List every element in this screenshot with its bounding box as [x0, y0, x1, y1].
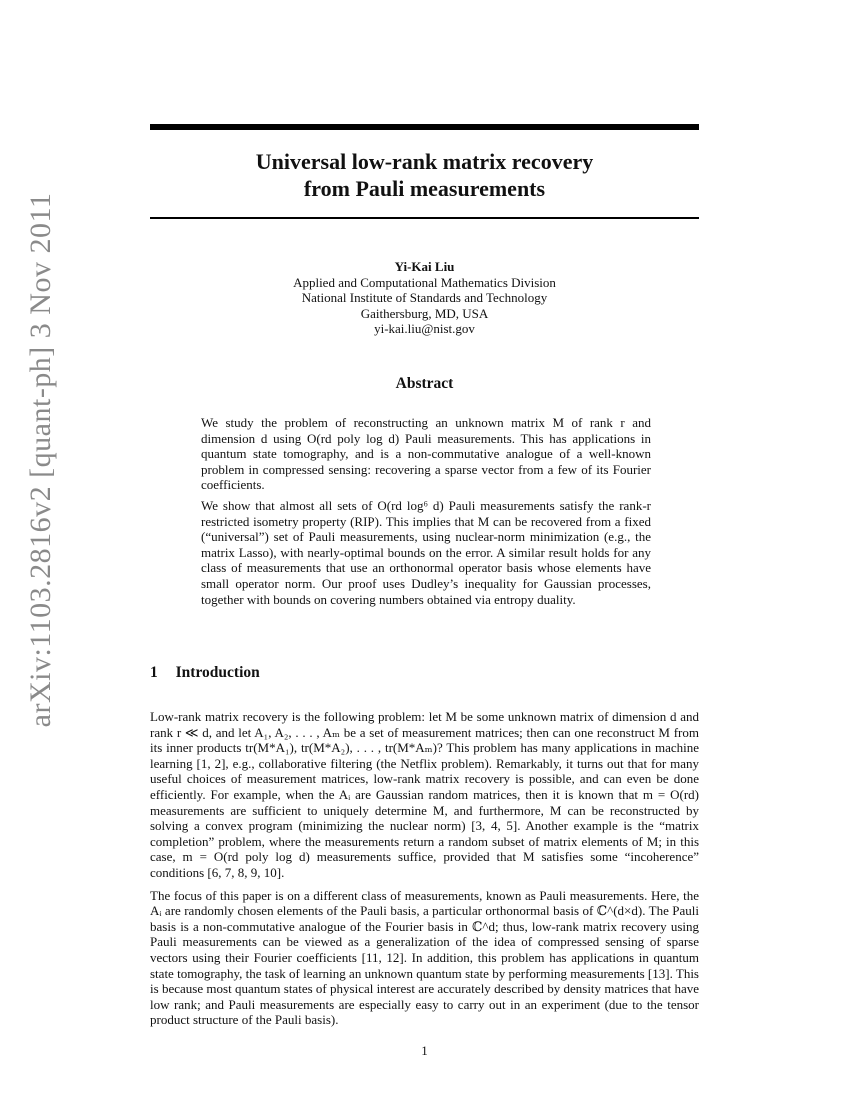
- affiliation-institute: National Institute of Standards and Technology: [301, 290, 548, 306]
- abstract-paragraph: We study the problem of reconstructing an unknown matrix M of rank r and dimension d using O(rd poly log d) Pauli measurements. This has applications in quantum state tomography, and is a non-commutative analogue of a well-known problem in compressed sensing: recovering a sparse vector from a few of its Fourier coefficients.: [201, 415, 651, 493]
- affiliation-location: Gaithersburg, MD, USA: [360, 305, 489, 321]
- section-heading-introduction: [150, 664, 260, 682]
- author-email: yi-kai.liu@nist.gov: [374, 321, 475, 337]
- abstract-heading: Abstract: [395, 375, 454, 392]
- section-number: 1: [150, 664, 158, 681]
- author-name: Yi-Kai Liu: [394, 259, 455, 274]
- title-line-2: from Pauli measurements: [303, 176, 546, 201]
- title-bottom-rule: [150, 217, 699, 219]
- introduction-body: [150, 709, 699, 1035]
- title-top-rule: [150, 124, 699, 130]
- title-line-1: Universal low-rank matrix recovery: [255, 149, 594, 174]
- body-paragraph: Low-rank matrix recovery is the following problem: let M be some unknown matrix of dimension d and rank r ≪ d, and let A₁, A₂, . . . , Aₘ be a set of measurement matrices; then can one reconstruct M from its inner products tr(M*A₁), tr(M*A₂), . . . , tr(M*Aₘ)? This problem has many applications in machine learning [1, 2], e.g., collaborative filtering (the Netflix problem). Remarkably, it turns out that for many useful choices of measurement matrices, low-rank matrix recovery is possible, and can even be done efficiently. For example, when the Aᵢ are Gaussian random matrices, then it is known that m = O(rd) measurements are sufficient to uniquely determine M, and furthermore, M can be reconstructed by solving a convex program (minimizing the nuclear norm) [3, 4, 5]. Another example is the “matrix completion” problem, where the measurements return a random subset of matrix elements of M; in this case, m = O(rd poly log d) measurements suffice, provided that M satisfies some “incoherence” conditions [6, 7, 8, 9, 10].: [150, 709, 699, 880]
- affiliation-division: Applied and Computational Mathematics Division: [293, 274, 556, 290]
- body-paragraph: The focus of this paper is on a different class of measurements, known as Pauli measurements. Here, the Aᵢ are randomly chosen elements of the Pauli basis, a particular orthonormal basis of ℂ^(d×d). The Pauli basis is a non-commutative analogue of the Fourier basis in ℂ^d; thus, low-rank matrix recovery using Pauli measurements can be viewed as a generalization of the idea of compressed sensing of sparse vectors using their Fourier coefficients [11, 12]. In addition, this problem has applications in quantum state tomography, the task of learning an unknown quantum state by performing measurements [13]. This is because most quantum states of physical interest are accurately described by density matrices that have low rank; and Pauli measurements are especially easy to carry out in an experiment (due to the tensor product structure of the Pauli basis).: [150, 887, 699, 1028]
- author-block: [150, 259, 699, 337]
- abstract-body: [201, 415, 651, 612]
- abstract-paragraph: We show that almost all sets of O(rd log⁶ d) Pauli measurements satisfy the rank-r restricted isometry property (RIP). This implies that M can be recovered from a fixed (“universal”) set of Pauli measurements, using nuclear-norm minimization (e.g., the matrix Lasso), with nearly-optimal bounds on the error. A similar result holds for any class of measurements that use an orthonormal operator basis whose elements have small operator norm. Our proof uses Dudley’s inequality for Gaussian processes, together with bounds on covering numbers obtained via entropy duality.: [201, 497, 651, 607]
- arxiv-identifier: arXiv:1103.2816v2 [quant-ph] 3 Nov 2011: [24, 192, 57, 728]
- page-number: 1: [421, 1043, 428, 1058]
- section-title: Introduction: [175, 664, 260, 681]
- arxiv-sidebar-stamp: [6, 120, 76, 800]
- paper-title: [150, 148, 699, 202]
